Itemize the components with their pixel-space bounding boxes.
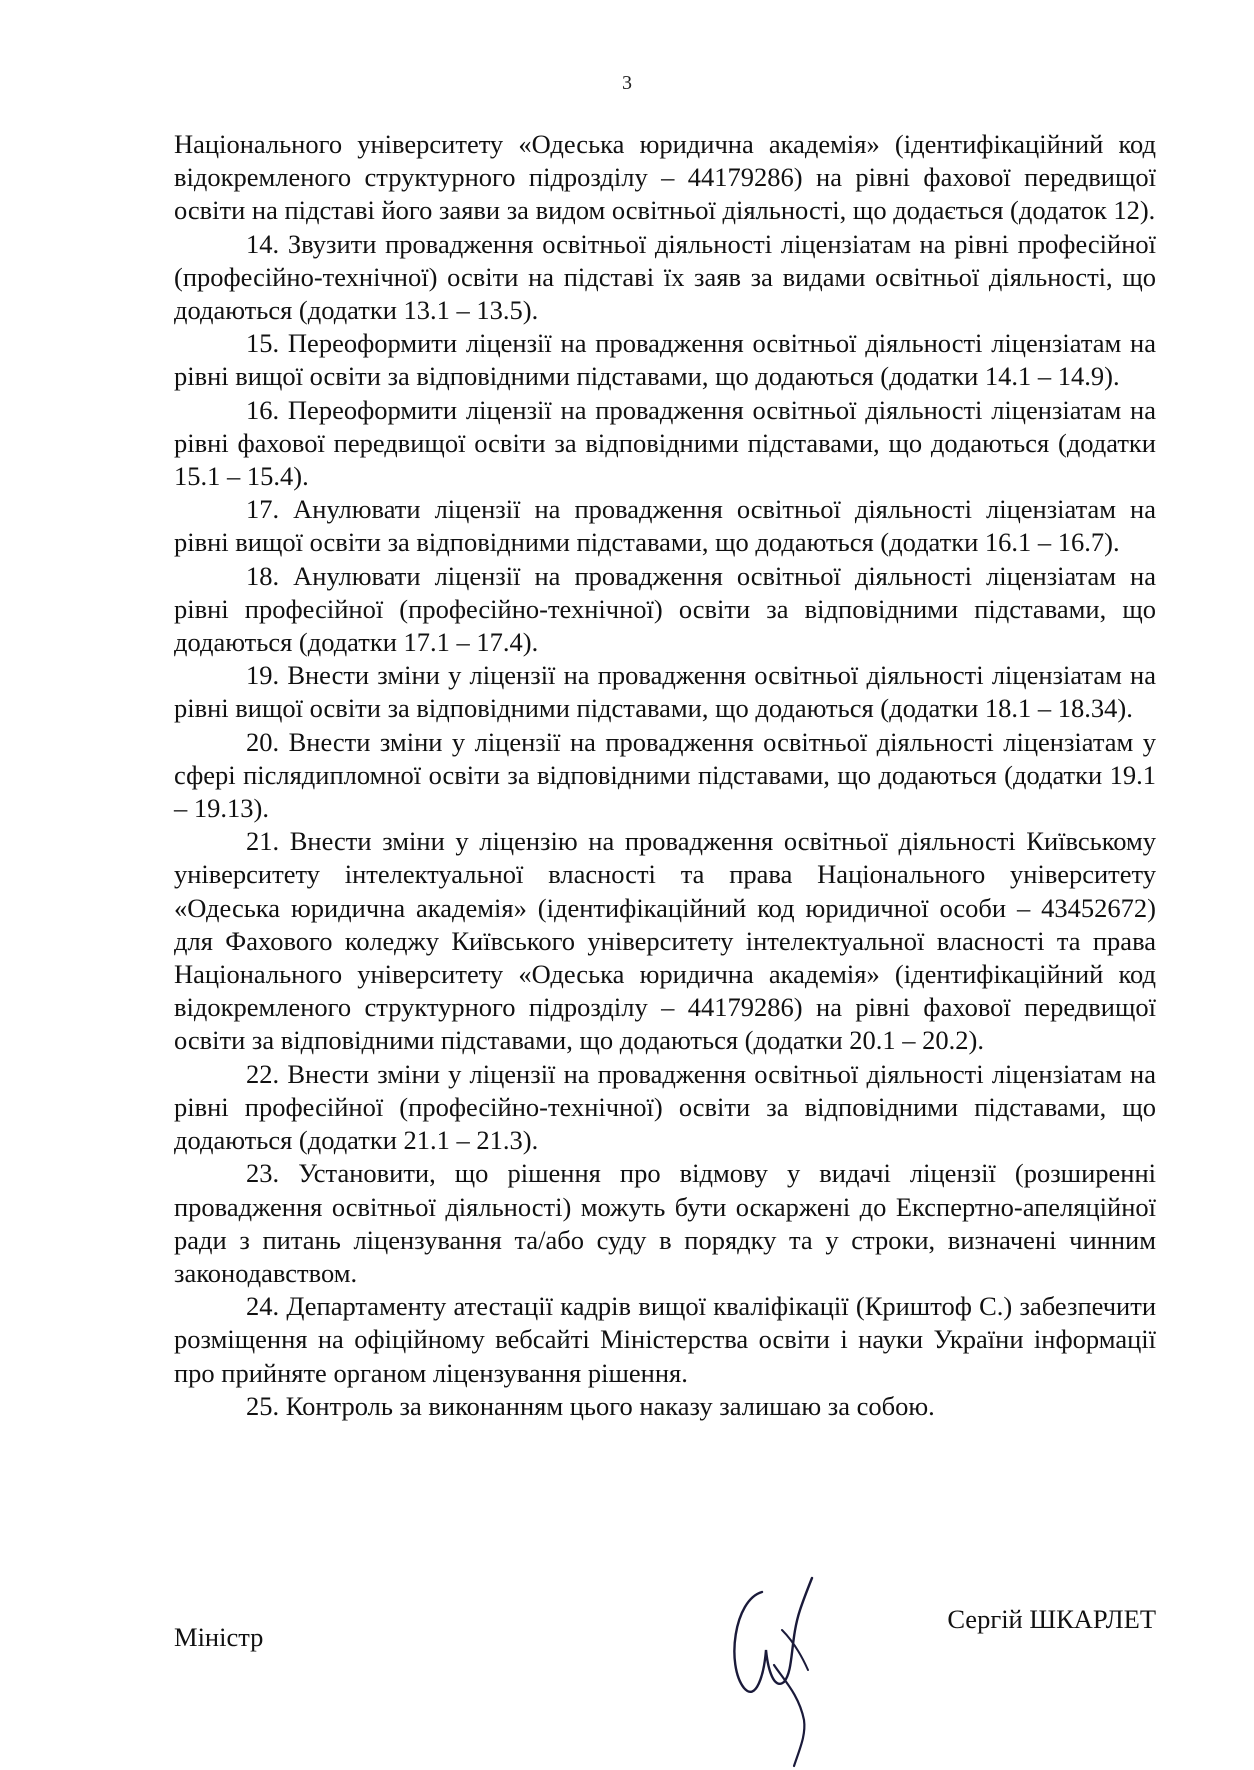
order-item-20: 20. Внести зміни у ліцензії на провадження освітньої діяльності ліцензіатам у сфері післядипломної освіти за відповідними підставами, що додаються (додатки 19.1 – 19.13). — [174, 726, 1156, 824]
order-item-19: 19. Внести зміни у ліцензії на провадження освітньої діяльності ліцензіатам на рівні вищої освіти за відповідними підставами, що додаються (додатки 18.1 – 18.34). — [174, 660, 1156, 724]
order-item-25: 25. Контроль за виконанням цього наказу залишаю за собою. — [246, 1390, 935, 1421]
signer-position: Міністр — [174, 1622, 264, 1652]
handwritten-signature — [704, 1570, 834, 1770]
order-item-22: 22. Внести зміни у ліцензії на провадження освітньої діяльності ліцензіатам на рівні професійної (професійно-технічної) освіти за відповідними підставами, що додаються (додатки 21.1 – 21.3). — [174, 1058, 1156, 1156]
order-item-15: 15. Переоформити ліцензії на провадження освітньої діяльності ліцензіатам на рівні вищої освіти за відповідними підставами, що додаються (додатки 14.1 – 14.9). — [174, 328, 1156, 392]
signer-name: Сергій ШКАРЛЕТ — [947, 1604, 1156, 1634]
signature-block — [174, 1600, 1156, 1750]
order-item-24: 24. Департаменту атестації кадрів вищої кваліфікації (Криштоф С.) забезпечити розміщення на офіційному вебсайті Міністерства освіти і науки України інформації про прийняте органом ліцензування рішення. — [174, 1291, 1156, 1388]
document-body — [174, 128, 1156, 1423]
order-item-16: 16. Переоформити ліцензії на провадження освітньої діяльності ліцензіатам на рівні фахової передвищої освіти за відповідними підставами, що додаються (додатки 15.1 – 15.4). — [174, 394, 1156, 492]
order-item-21: 21. Внести зміни у ліцензію на провадження освітньої діяльності Київському університету інтелектуальної власності та права Національного університету «Одеська юридична академія» (ідентифікаційний код юридичної особи – 43452672) для Фахового коледжу Київського університету інтелектуальної власності та права Національного університету «Одеська юридична академія» (ідентифікаційний код відокремленого структурного підрозділу – 44179286) на рівні фахової передвищої освіти за відповідними підставами, що додаються (додатки 20.1 – 20.2). — [174, 826, 1156, 1056]
order-item-23: 23. Установити, що рішення про відмову у видачі ліцензії (розширенні провадження освітньої діяльності) можуть бути оскаржені до Експертно-апеляційної ради з питань ліцензування та/або суду в порядку та у строки, визначені чинним законодавством. — [174, 1158, 1156, 1288]
page-number: 3 — [622, 72, 632, 94]
order-item-17: 17. Анулювати ліцензії на провадження освітньої діяльності ліцензіатам на рівні вищої освіти за відповідними підставами, що додаються (додатки 16.1 – 16.7). — [174, 494, 1156, 558]
order-item-18: 18. Анулювати ліцензії на провадження освітньої діяльності ліцензіатам на рівні професійної (професійно-технічної) освіти за відповідними підставами, що додаються (додатки 17.1 – 17.4). — [174, 560, 1156, 658]
order-item-14: 14. Звузити провадження освітньої діяльності ліцензіатам на рівні професійної (професійно-технічної) освіти на підставі їх заяв за видами освітньої діяльності, що додаються (додатки 13.1 – 13.5). — [174, 228, 1156, 326]
intro-paragraph: Національного університету «Одеська юридична академія» (ідентифікаційний код відокремленого структурного підрозділу – 44179286) на рівні фахової передвищої освіти на підставі його заяви за видом освітньої діяльності, що додається (додаток 12). — [174, 129, 1156, 226]
